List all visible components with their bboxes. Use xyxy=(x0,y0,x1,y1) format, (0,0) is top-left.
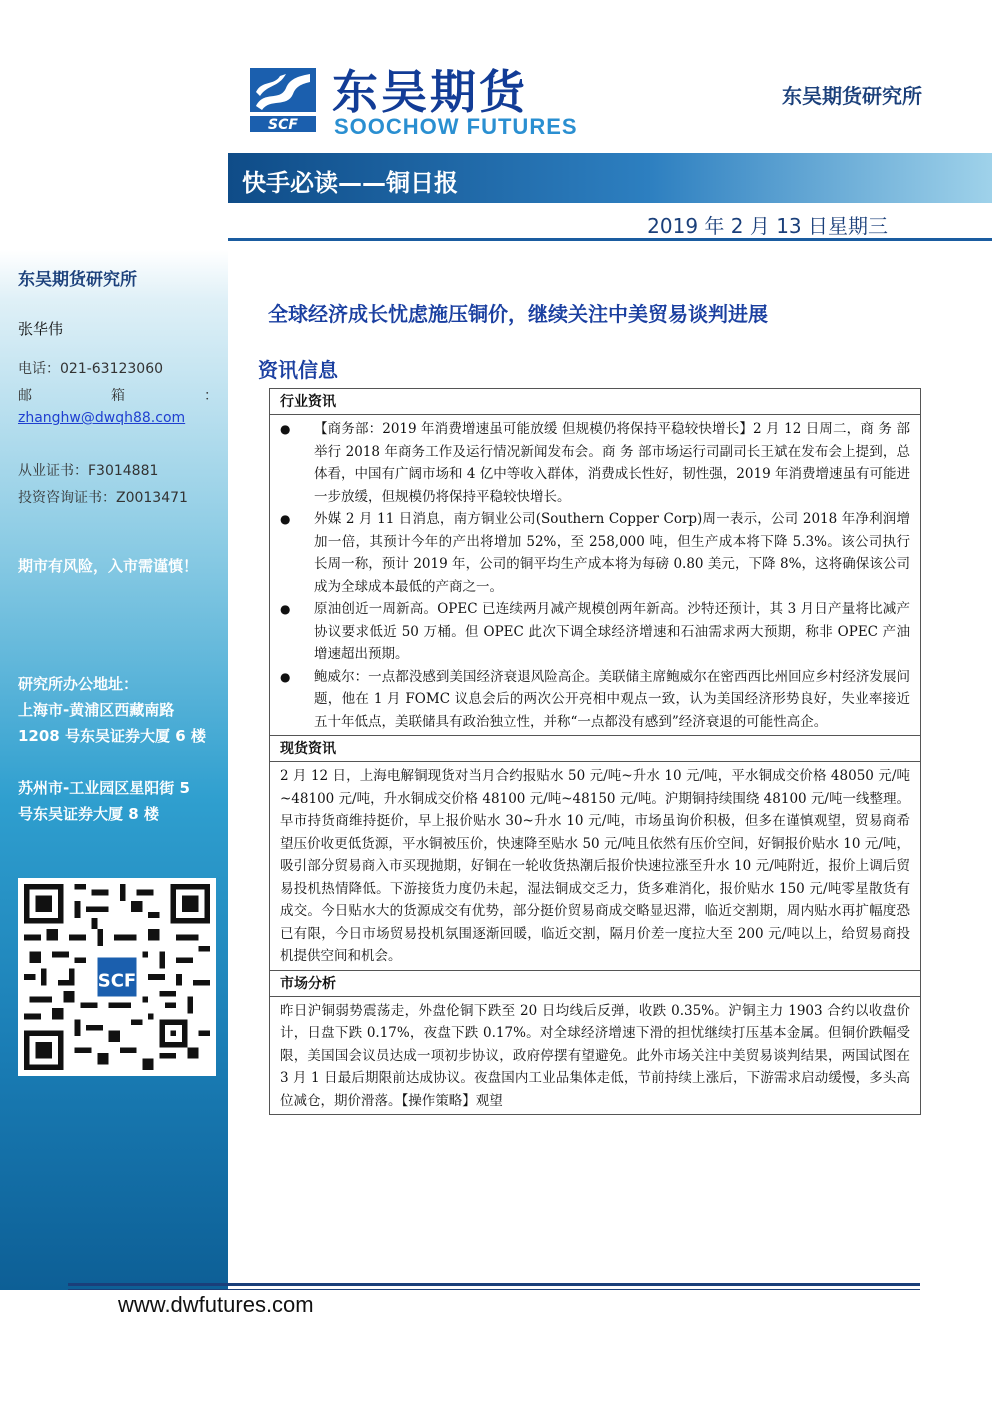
list-item-text: 原油创近一周新高。OPEC 已连续两月减产规模创两年新高。沙特还预计，其 3 月日产量将比减产协议要求低近 50 万桶。但 OPEC 此次下调全球经济增速和石油需求两大预期，称非 OPEC 产油增速超出预期。 xyxy=(314,601,910,662)
qr-center-text: SCF xyxy=(97,970,137,992)
market-analysis-body xyxy=(270,997,920,1115)
market-analysis-text: 昨日沪铜弱势震荡走，外盘伦铜下跌至 20 日均线后反弹，收跌 0.35%。沪铜主力 1903 合约以收盘价计，日盘下跌 0.17%，夜盘下跌 0.17%。对全球经济增速下滑的担忧继续打压基本金属。但铜价跌幅受限，美国国会议员达成一项初步协议，政府停摆有望避免。此外市场关注中美贸易谈判结果，两国试图在 3 月 1 日最后期限前达成协议。夜盘国内工业品集体走低，节前持续上涨后，下游需求启动缓慢，多头高位减仓，期价滑落。【操作策略】观望 xyxy=(280,1002,910,1109)
risk-warning: 期市有风险，入市需谨慎！ xyxy=(18,557,199,575)
qr-code-icon xyxy=(24,884,210,1070)
advisory-certificate: 投资咨询证书：Z0013471 xyxy=(18,490,188,506)
address-line: 号东吴证券大厦 8 楼 xyxy=(18,805,159,823)
sidebar xyxy=(0,0,228,1290)
bullet-icon: ● xyxy=(280,669,291,684)
bullet-icon: ● xyxy=(280,422,291,436)
analyst-phone: 电话：021-63123060 xyxy=(18,361,164,377)
qr-code xyxy=(18,878,216,1076)
scf-logo-icon xyxy=(246,62,320,136)
address-line: 上海市-黄浦区西藏南路 xyxy=(18,701,175,719)
email-label xyxy=(18,385,218,405)
address-title: 研究所办公地址： xyxy=(18,675,139,693)
spot-news-body xyxy=(270,762,920,971)
logo-english-name: SOOCHOW FUTURES xyxy=(334,114,578,139)
list-item-text: 外媒 2 月 11 日消息，南方铜业公司(Southern Copper Corp)周一表示，公司 2018 年净利润增加一倍，其预计今年的产出将增加 52%，至 258,000 吨，但生产成本将下降 5.3%。该公司执行长周一称，预计 2019 年，公司的铜平均生产成本将为每磅 0.80 美元，下降 8%，这将确保该公司成为全球成本最低的产商之一。 xyxy=(314,511,910,595)
footer-divider xyxy=(68,1283,920,1286)
news-box xyxy=(269,388,921,1115)
address-line: 苏州市-工业园区星阳街 5 xyxy=(18,779,190,797)
section-title: 资讯信息 xyxy=(258,358,338,382)
practice-certificate: 从业证书：F3014881 xyxy=(18,463,159,479)
spot-news-heading: 现货资讯 xyxy=(270,736,920,762)
email-label-char: 邮 xyxy=(18,388,32,404)
email-label-char: 箱 xyxy=(111,388,125,404)
analyst-name: 张华伟 xyxy=(18,320,64,338)
report-title: 快手必读——铜日报 xyxy=(242,169,458,197)
institute-name: 东吴期货研究所 xyxy=(782,84,922,108)
industry-news-body xyxy=(270,415,920,736)
list-item xyxy=(280,666,910,734)
list-item xyxy=(280,508,910,598)
list-item-text: 【商务部：2019 年消费增速虽可能放缓 但规模仍将保持平稳较快增长】2 月 12 日周二，商 务 部举行 2018 年商务工作及运行情况新闻发布会。商 务 部市场运行司副司长王斌在发布会上提到，总体看，中国有广阔市场和 4 亿中等收入群体，消费成长性好，韧性强，2019 年消费增速虽有可能进一步放缓，但规模仍将保持平稳较快增长。 xyxy=(314,421,910,505)
headline: 全球经济成长忧虑施压铜价，继续关注中美贸易谈判进展 xyxy=(268,302,768,326)
address-line: 1208 号东吴证券大厦 6 楼 xyxy=(18,727,206,745)
industry-news-heading: 行业资讯 xyxy=(270,389,920,415)
spot-news-text: 2 月 12 日，上海电解铜现货对当月合约报贴水 50 元/吨~升水 10 元/吨，平水铜成交价格 48050 元/吨~48100 元/吨，升水铜成交价格 48100 元/吨~48150 元/吨。沪期铜持续围绕 48100 元/吨一线整理。早市持货商维持挺价，早上报价贴水 30~升水 10 元/吨，市场虽询价积极，但多在谨慎观望，贸易商希望压价收更低货源，平水铜被压价，快速降至贴水 50 元/吨且依然有压价空间，好铜报价贴水 10 元/吨，吸引部分贸易商入市买现抛期，好铜在一轮收货热潮后报价快速拉涨至升水 10 元/吨附近，报价上调后贸易投机热情降低。下游接货力度仍未起，湿法铜成交乏力，货多难消化，报价贴水 150 元/吨零星散货有成交。今日贴水大的货源成交有优势，部分挺价贸易商成交略显迟滞，临近交割期，周内贴水再扩幅度恐已有限，今日市场贸易投机氛围逐渐回暖，临近交割，隔月价差一度拉大至 200 元/吨以上，给贸易商投机提供空间和机会。 xyxy=(280,768,910,964)
logo-mark-text: SCF xyxy=(268,117,298,133)
sidebar-org: 东吴期货研究所 xyxy=(18,270,137,290)
list-item xyxy=(280,418,910,508)
market-analysis-heading: 市场分析 xyxy=(270,971,920,997)
bullet-icon: ● xyxy=(280,512,291,526)
list-item xyxy=(280,598,910,666)
report-date: 2019 年 2 月 13 日星期三 xyxy=(647,214,888,238)
logo-chinese-name: 东吴期货 xyxy=(332,65,528,119)
bullet-icon: ● xyxy=(280,602,291,616)
email-label-char: ： xyxy=(204,388,218,404)
header-divider xyxy=(228,238,992,241)
footer-divider-thin xyxy=(68,1289,920,1290)
footer-website-link[interactable]: www.dwfutures.com xyxy=(118,1292,314,1317)
list-item-text: 鲍威尔：一点都没感到美国经济衰退风险高企。美联储主席鲍威尔在密西西比州回应乡村经济发展问题，他在 1 月 FOMC 议息会后的两次公开亮相中观点一致，认为美国经济形势良好，失业率接近五十年低点，美联储具有政治独立性，并称“一点都没有感到”经济衰退的可能性高企。 xyxy=(314,668,910,730)
report-title-band xyxy=(228,153,992,203)
analyst-email-link[interactable]: zhanghw@dwqh88.com xyxy=(18,410,186,426)
